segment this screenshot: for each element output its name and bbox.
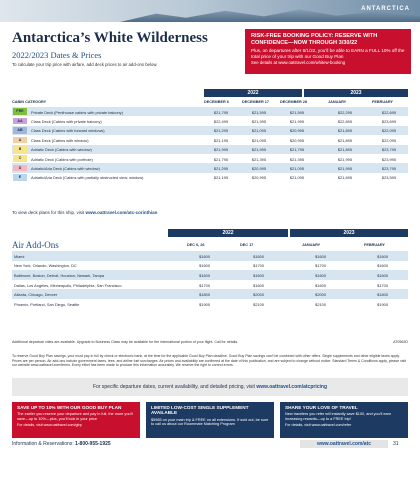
- air-price: $1700: [199, 282, 210, 288]
- cabin-row: [12, 126, 408, 135]
- page-number: 31: [393, 441, 399, 447]
- air-price: $1600: [253, 282, 264, 288]
- offer-body: The earlier you reserve your departure and pay in full, the more you’ll save—up to 10%—plus, you’ll lock in your price: [17, 412, 134, 421]
- footer-phone[interactable]: 1-800-955-1925: [75, 441, 111, 447]
- cabin-description: Adriatic/Aria Deck (Cabins with window): [31, 165, 100, 171]
- offer-link[interactable]: For details, visit www.oattravel.com/gbp: [17, 422, 82, 427]
- cabin-price: $21,695: [337, 175, 352, 181]
- specific-text: For specific departure dates, current availability, and detailed pricing, visit: [93, 384, 257, 390]
- header-february: FEBRUARY: [372, 100, 393, 104]
- cabin-row: [12, 154, 408, 163]
- air-price: $1600: [315, 272, 326, 278]
- cabin-row: [12, 135, 408, 144]
- promo-link[interactable]: See details at www.oattravel.com/whitew-booking: [251, 60, 346, 66]
- air-code: AT0562D: [393, 340, 408, 344]
- page-title: Antarctica’s White Wilderness: [12, 30, 208, 46]
- cabin-price: $21,795: [213, 109, 228, 115]
- cabin-row: [12, 107, 408, 116]
- air-row: [12, 289, 408, 299]
- cabin-description: Class Deck (Cabins with private balcony): [31, 118, 102, 124]
- air-addons-title: Air Add-Ons: [12, 240, 59, 250]
- cabin-price: $21,995: [289, 118, 304, 124]
- cabin-price: $21,995: [213, 147, 228, 153]
- cabin-price: $21,395: [251, 156, 266, 162]
- cabin-price: $21,095: [289, 175, 304, 181]
- header-february-air: FEBRUARY: [364, 243, 385, 247]
- intro-text: To calculate your trip price with airfare, add deck prices to air add-ons below.: [12, 62, 158, 67]
- deck-plans-link[interactable]: www.oattravel.com/atc-corinthian: [85, 210, 158, 215]
- cabin-price: $22,695: [381, 109, 396, 115]
- air-price: $1600: [315, 253, 326, 259]
- specific-dates-bar: [12, 378, 408, 396]
- cabin-price: $21,995: [251, 118, 266, 124]
- air-price: $1800: [199, 292, 210, 298]
- cabin-description: Adriatic/Aria Deck (Cabins with partially obstructed view; window): [31, 175, 144, 181]
- cabin-year-2022: 2022: [204, 89, 302, 97]
- cabin-price: $23,995: [381, 156, 396, 162]
- air-price: $1600: [199, 263, 210, 269]
- air-price: $1900: [199, 301, 210, 307]
- cabin-price: $21,095: [289, 165, 304, 171]
- cabin-price: $20,995: [251, 165, 266, 171]
- air-price: $1600: [199, 253, 210, 259]
- cabin-price: $21,795: [289, 147, 304, 153]
- cabin-price: $21,295: [213, 128, 228, 134]
- cabin-price-table: [12, 107, 408, 182]
- air-price: $1700: [253, 263, 264, 269]
- offer-body: New travelers you refer will instantly save $100, and you’ll earn increasing rewards—up to a FREE trip!: [285, 412, 391, 421]
- cabin-description: Class Deck (Cabins with window): [31, 137, 89, 143]
- air-price: $1600: [377, 263, 388, 269]
- air-price: $2000: [253, 292, 264, 298]
- cabin-price: $22,495: [213, 118, 228, 124]
- air-price: $1700: [377, 282, 388, 288]
- air-price: $1600: [315, 282, 326, 288]
- cabin-year-2023: 2023: [304, 89, 408, 97]
- deck-plans-text: To view deck plans for this ship, visit: [12, 210, 86, 215]
- cabin-price: $21,595: [251, 109, 266, 115]
- cabin-price: $21,095: [251, 137, 266, 143]
- fine-print: To reserve Good Buy Plan savings, your must pay in full by check or electronic bank, at the time for the applicable Good Buy Plan deadline. Good Buy Plan savings can’t be combined with other offers. Single supplements and other eligible taxes apply. Prices are per person. Air add-ons include government taxes, fees, and airline fuel surcharges. Air prices and availability are confirmed at the date of this publication, and are subject to change without notice. Standard Terms & Conditions apply, please visit our website www.oattravel.com/terms. Every effort has been made to produce this information accurately. We reserve the right to correct errors.: [12, 354, 407, 368]
- deck-plans-line: [12, 210, 157, 215]
- air-price: $2000: [315, 292, 326, 298]
- offer-headline: SHARE YOUR LOVE OF TRAVEL: [285, 405, 358, 410]
- cabin-description: Adriatic Deck (Cabins with window): [31, 147, 92, 153]
- air-row: [12, 270, 408, 280]
- cabin-price: $21,395: [289, 156, 304, 162]
- cabin-price: $21,095: [251, 128, 266, 134]
- cabin-price: $23,795: [381, 165, 396, 171]
- cabin-price: $21,595: [289, 109, 304, 115]
- air-price: $1800: [377, 292, 388, 298]
- footer-url[interactable]: www.oattravel.com/atc: [300, 440, 388, 448]
- header-dec-28: DECEMBER 28: [280, 100, 308, 104]
- header-cabin-category: CABIN CATEGORY: [12, 100, 47, 104]
- air-price: $1900: [377, 301, 388, 307]
- cabin-description: Private Deck (Penthouse cabins with private balcony): [31, 109, 123, 115]
- offer-body: $5985 on your main trip & FREE on all extensions. If sold out, be sure to call us about our Roommate Matching Program: [151, 417, 269, 427]
- air-city: New York, Orlando, Washington, DC: [14, 263, 77, 269]
- cabin-price: $21,895: [337, 137, 352, 143]
- banner-text: ANTARCTICA: [361, 6, 410, 12]
- cabin-price: $20,995: [289, 128, 304, 134]
- air-row: [12, 299, 408, 309]
- air-row: [12, 280, 408, 290]
- air-addons-table: [12, 251, 408, 309]
- top-banner: [0, 0, 420, 22]
- air-price: $1600: [199, 272, 210, 278]
- cabin-code-badge: C: [13, 155, 27, 162]
- air-city: Phoenix, Portland, San Diego, Seattle: [14, 301, 80, 307]
- cabin-code-badge: AA: [13, 118, 27, 125]
- cabin-price: $22,095: [381, 137, 396, 143]
- cabin-price: $20,995: [289, 137, 304, 143]
- cabin-code-badge: AB: [13, 127, 27, 134]
- footer-contact: [12, 441, 111, 447]
- offer-good-buy-plan: [12, 402, 140, 438]
- air-year-2023: 2023: [290, 229, 408, 237]
- air-price: $2100: [253, 301, 264, 307]
- air-price: $1600: [253, 253, 264, 259]
- air-city: Miami: [14, 253, 25, 259]
- footer-label: Information & Reservations:: [12, 441, 76, 447]
- cabin-description: Adriatic Deck (Cabins with porthole): [31, 156, 93, 162]
- air-price: $1700: [315, 263, 326, 269]
- cabin-price: $21,995: [251, 147, 266, 153]
- cabin-price: $21,295: [213, 165, 228, 171]
- cabin-price: $21,895: [337, 147, 352, 153]
- booking-promo-box: [245, 29, 411, 74]
- cabin-price: $23,695: [381, 118, 396, 124]
- offer-headline: SAVE UP TO 10% WITH OUR GOOD BUY PLAN: [17, 405, 122, 410]
- air-year-2022: 2022: [168, 229, 288, 237]
- air-city: Dallas, Los Angeles, Minneapolis, Philadelphia, San Francisco: [14, 282, 122, 288]
- cabin-table-header: [12, 99, 408, 106]
- cabin-price: $21,795: [213, 156, 228, 162]
- header-dec-6-26: DEC 6, 26: [187, 243, 205, 247]
- air-price: $1600: [377, 272, 388, 278]
- air-table-header: [12, 242, 408, 249]
- air-price: $2100: [315, 301, 326, 307]
- air-note: Additional departure cities are available. Upgrade to Business Class may be available for the international portion of your flight. Call for details.: [12, 340, 239, 344]
- cabin-row: [12, 145, 408, 154]
- cabin-price: $22,095: [381, 128, 396, 134]
- cabin-price: $20,995: [251, 175, 266, 181]
- cabin-price: $23,795: [381, 147, 396, 153]
- air-row: [12, 251, 408, 261]
- page-subtitle: 2022/2023 Dates & Prices: [12, 50, 102, 60]
- header-dec-6: DECEMBER 6: [204, 100, 229, 104]
- promo-body: Plus, on departures after 6/1/22, you’ll be able to EARN a FULL 10% off the total price of your trip with our Good Buy Plan: [251, 48, 405, 59]
- cabin-price: $21,995: [337, 156, 352, 162]
- air-city: Baltimore, Boston, Detroit, Houston, Newark, Tampa: [14, 272, 105, 278]
- offer-refer: [280, 402, 408, 438]
- air-city: Atlanta, Chicago, Denver: [14, 292, 58, 298]
- specific-link[interactable]: www.oattravel.com/atcpricing: [256, 384, 327, 390]
- offer-link[interactable]: For details, visit www.oattravel.com/refer: [285, 422, 352, 427]
- offer-single-supplement: [146, 402, 274, 438]
- cabin-price: $21,195: [213, 175, 228, 181]
- cabin-price: $22,295: [337, 109, 352, 115]
- cabin-price: $23,595: [381, 175, 396, 181]
- cabin-price: $21,995: [337, 165, 352, 171]
- offer-headline: LIMITED LOW-COST SINGLE SUPPLEMENT AVAILABLE: [151, 405, 249, 416]
- cabin-code-badge: E: [13, 174, 27, 181]
- header-dec-17-air: DEC 17: [240, 243, 254, 247]
- promo-headline: RISK-FREE BOOKING POLICY: RESERVE WITH CONFIDENCE—NOW THROUGH 3/30/22: [251, 33, 378, 46]
- header-january: JANUARY: [328, 100, 347, 104]
- cabin-row: [12, 163, 408, 172]
- cabin-row: [12, 116, 408, 125]
- cabin-row: [12, 173, 408, 182]
- air-row: [12, 261, 408, 271]
- air-price: $1600: [253, 272, 264, 278]
- cabin-code-badge: A: [13, 137, 27, 144]
- cabin-code-badge: PRE: [13, 108, 27, 115]
- cabin-code-badge: D: [13, 165, 27, 172]
- cabin-description: Class Deck (Cabins with forward windows): [31, 128, 105, 134]
- cabin-price: $22,895: [337, 118, 352, 124]
- header-dec-17: DECEMBER 17: [242, 100, 270, 104]
- air-price: $1600: [377, 253, 388, 259]
- cabin-price: $21,195: [213, 137, 228, 143]
- cabin-price: $21,895: [337, 128, 352, 134]
- cabin-code-badge: B: [13, 146, 27, 153]
- header-january-air: JANUARY: [302, 243, 321, 247]
